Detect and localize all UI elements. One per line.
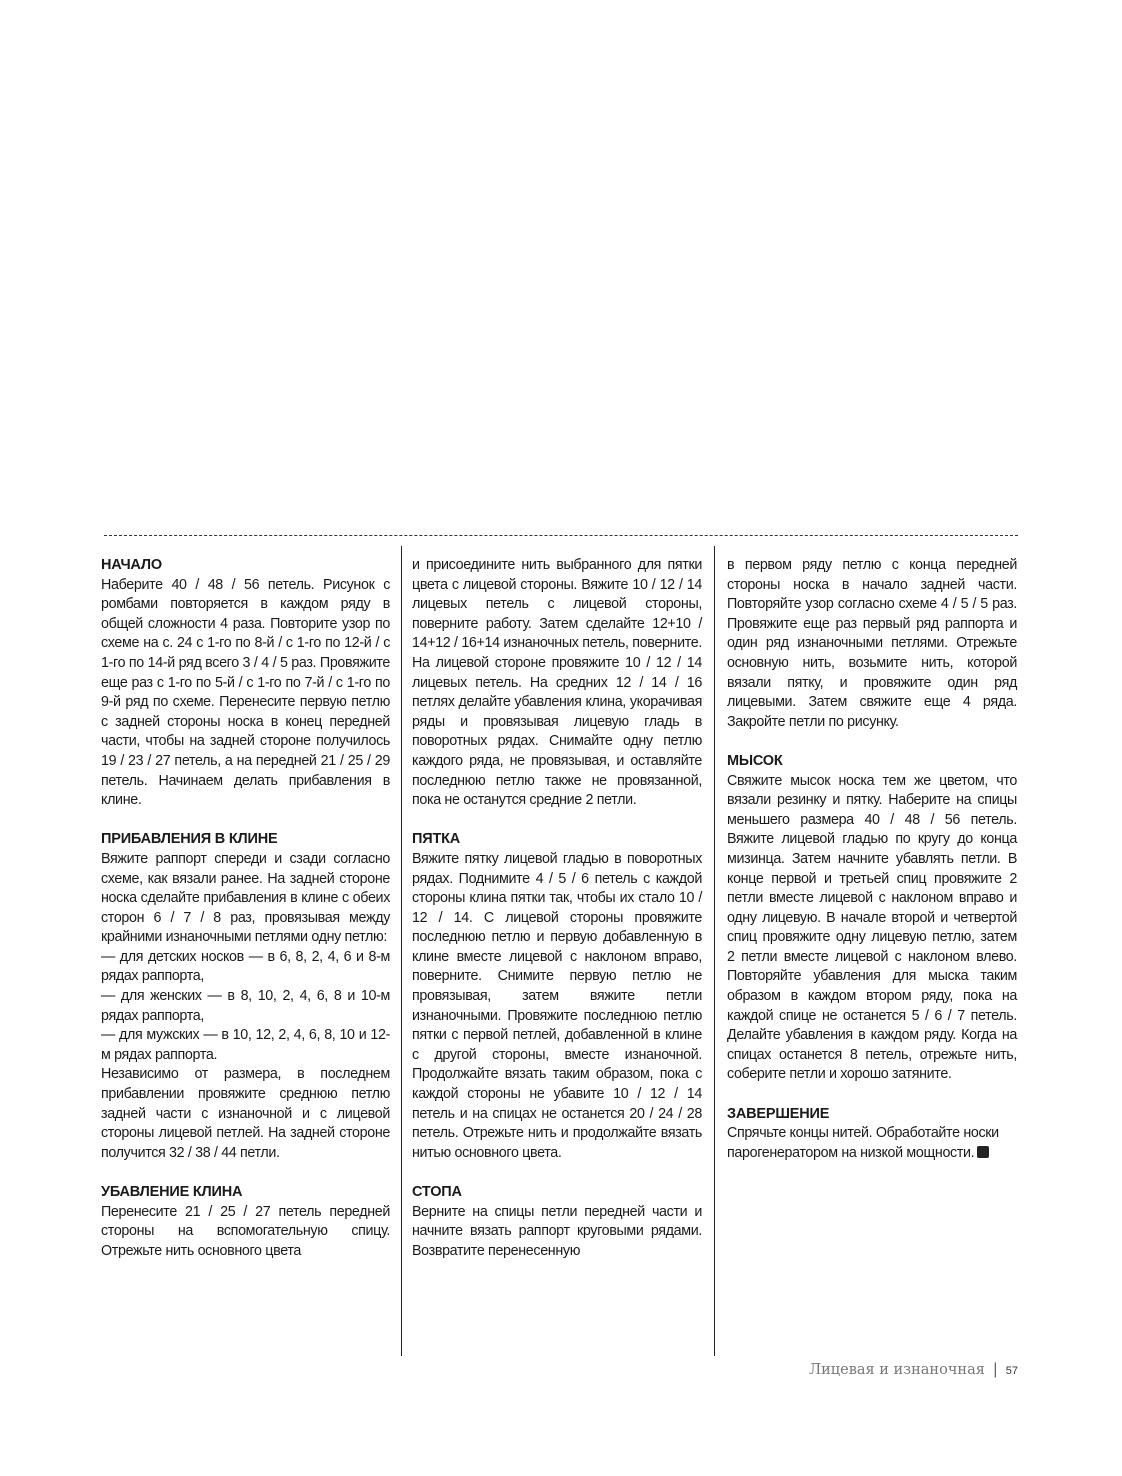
section-body: Перенесите 21 / 25 / 27 петель передней стороны на вспомогательную спицу. Отрежьте нить основного цвета: [101, 1203, 390, 1259]
section-pribavleniya: [101, 830, 390, 1163]
section-body: в первом ряду петлю с конца передней стороны носка в начало задней части. Повторяйте узор согласно схеме 4 / 5 / 5 раз. Провяжите еще раз первый ряд раппорта и один ряд изнаночными петлями. Отрежьте основную нить, возьмите нить, которой вязали пятку, и провяжите один ряд лицевыми. Затем свяжите еще 4 ряда. Закройте петли по рисунку.: [727, 557, 1017, 730]
section-body: Независимо от размера, в последнем прибавлении провяжите среднюю петлю задней части с изнаночной и с лицевой стороны лицевой петлей. На задней стороне получится 32 / 38 / 44 петли.: [101, 1066, 390, 1161]
section-body: Спрячьте концы нитей. Обработайте носки парогенератором на низкой мощности.: [727, 1125, 999, 1161]
text-column-2: [412, 556, 702, 1281]
footer-separator: |: [992, 1362, 998, 1378]
column-rule: [401, 546, 402, 1356]
page-footer: [809, 1362, 1018, 1378]
section-ubavlenie-klina: [101, 1183, 390, 1261]
end-of-article-icon: [977, 1146, 989, 1158]
section-nachalo: [101, 556, 390, 811]
list-item: — для детских носков — в 6, 8, 2, 4, 6 и 8-м рядах раппорта,: [101, 948, 390, 985]
text-column-3: [727, 556, 1017, 1183]
section-zavershenie: [727, 1105, 1017, 1164]
section-body: Верните на спицы петли передней части и начните вязать раппорт круговыми рядами. Возвратите перенесенную: [412, 1203, 702, 1259]
section-heading: ПРИБАВЛЕНИЯ В КЛИНЕ: [101, 831, 278, 848]
section-heading: ЗАВЕРШЕНИЕ: [727, 1105, 830, 1122]
section-heading: УБАВЛЕНИЕ КЛИНА: [101, 1184, 243, 1200]
page-number: 57: [1005, 1365, 1018, 1377]
section-heading: НАЧАЛО: [101, 557, 162, 573]
section-pyatka: [412, 830, 702, 1163]
dashed-divider: [104, 535, 1018, 536]
text-column-1: [101, 556, 390, 1281]
section-heading: МЫСОК: [727, 752, 783, 769]
column-rule: [714, 546, 715, 1356]
running-title: Лицевая и изнаночная: [809, 1362, 985, 1378]
section-stopa: [412, 1183, 702, 1261]
section-heading: ПЯТКА: [412, 831, 461, 848]
section-body: Свяжите мысок носка тем же цветом, что вязали резинку и пятку. Наберите на спицы меньшего размера 40 / 48 / 56 петель. Вяжите лицевой гладью по кругу до конца мизинца. Затем начните убавлять петли. В конце первой и третьей спиц провяжите 2 петли вместе лицевой с наклоном вправо и одну лицевую. В начале второй и четвертой спиц провяжите одну лицевую петлю, затем 2 петли вместе лицевой с наклоном влево. Повторяйте убавления для мыска таким образом в каждом втором ряду, пока на каждой спице не останется 5 / 6 / 7 петель. Делайте убавления в каждом ряду. Когда на спицах останется 8 петель, отрежьте нить, соберите петли и хорошо затяните.: [727, 772, 1017, 1083]
section-body: и присоедините нить выбранного для пятки цвета с лицевой стороны. Вяжите 10 / 12 / 14 лицевых петель с лицевой стороны, поверните работу. Затем сделайте 12+10 / 14+12 / 16+14 изнаночных петель, поверните. На лицевой стороне провяжите 10 / 12 / 14 лицевых петель. На средних 12 / 14 / 16 петлях делайте убавления клина, укорачивая ряды и провязывая лицевую гладь в поворотных рядах. Снимайте одну петлю каждого ряда, не провязывая, и оставляйте последнюю петлю также не провязанной, пока не останутся средние 2 петли.: [412, 557, 702, 809]
section-body-wrap: [727, 1124, 1017, 1163]
continued-text: [727, 556, 1017, 732]
section-mysok: [727, 752, 1017, 1085]
section-body: Вяжите пятку лицевой гладью в поворотных рядах. Поднимите 4 / 5 / 6 петель с каждой стороны клина пятки так, чтобы их стало 10 / 12 / 14. С лицевой стороны провяжите последнюю петлю и первую добавленную в клине вместе лицевой с наклоном вправо, поверните. Снимите первую петлю не провязывая, затем вяжите петли изнаночными. Провяжите последнюю петлю пятки с первой петлей, добавленной в клине с другой стороны, вместе изнаночной. Продолжайте вязать таким образом, пока с каждой стороны не убавите 10 / 12 / 14 петель и на спицах не останется 20 / 24 / 28 петель. Отрежьте нить и продолжайте вязать нитью основного цвета.: [412, 850, 702, 1161]
list-item: — для женских — в 8, 10, 2, 4, 6, 8 и 10-м рядах раппорта,: [101, 988, 390, 1024]
continued-text: [412, 556, 702, 811]
list-item: — для мужских — в 10, 12, 2, 4, 6, 8, 10 и 12-м рядах раппорта.: [101, 1027, 390, 1063]
section-body: Вяжите раппорт спереди и сзади согласно схеме, как вязали ранее. На задней стороне носка сделайте прибавления в клине с обеих сторон 6 / 7 / 8 раз, провязывая между крайними изнаночными петлями одну петлю:: [101, 850, 390, 946]
section-heading: СТОПА: [412, 1184, 462, 1200]
section-body: Наберите 40 / 48 / 56 петель. Рисунок с ромбами повторяется в каждом ряду в общей сложности 4 раза. Повторите узор по схеме на с. 24 с 1-го по 8-й / с 1-го по 12-й / с 1-го по 14-й ряд всего 3 / 4 / 5 раз. Провяжите еще раз с 1-го по 5-й / с 1-го по 7-й / с 1-го по 9-й ряд по схеме. Перенесите первую петлю с задней стороны носка в конец передней части, чтобы на задней стороне получилось 19 / 23 / 27 петель, а на передней 21 / 25 / 29 петель. Начинаем делать прибавления в клине.: [101, 576, 390, 809]
